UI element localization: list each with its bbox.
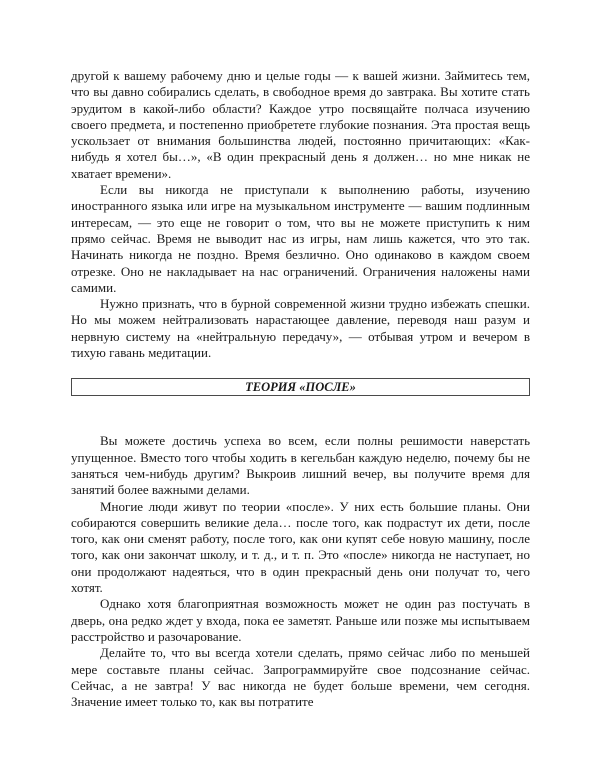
body-paragraph: Вы можете достичь успеха во всем, если полны решимости наверстать упущенное. Вместо того чтобы ходить в кегельбан каждую неделю, почему бы не заняться чем-нибудь другим? Выкроив лишний вечер, вы получите время для занятий более важными делами. bbox=[71, 433, 530, 498]
section-heading: ТЕОРИЯ «ПОСЛЕ» bbox=[71, 378, 530, 396]
body-paragraph: другой к вашему рабочему дню и целые годы — к вашей жизни. Займитесь тем, что вы давно собирались сделать, в свободное время до завтрака. Вы хотите стать эрудитом в какой-либо области? Каждое утро посвящайте полчаса изучению своего предмета, и постепенно приобретете глубокие познания. Эта простая вещь ускользает от внимания большинства людей, постоянно причитающих: «Как-нибудь я хотел бы…», «В один прекрасный день я должен… но мне никак не хватает времени». bbox=[71, 68, 530, 181]
body-paragraph: Если вы никогда не приступали к выполнению работы, изучению иностранного языка или игре на музыкальном инструменте — вашим подлинным интересам, — это еще не говорит о том, что вы не можете приступить к ним прямо сейчас. Время не выводит нас из игры, нам лишь кажется, что это так. Начинать никогда не поздно. Время безлично. Оно одинаково в каждом своем отрезке. Оно не накладывает на нас ограничений. Ограничения наложены нами самими. bbox=[71, 182, 530, 295]
body-paragraph: Многие люди живут по теории «после». У них есть большие планы. Они собираются совершить великие дела… после того, как подрастут их дети, после того, как они сменят работу, после того, как они купят себе новую машину, после того, как они закончат школу, и т. д., и т. п. Это «после» никогда не наступает, но они продолжают надеяться, что в один прекрасный день они получат то, чего хотят. bbox=[71, 498, 530, 596]
body-paragraph: Нужно признать, что в бурной современной жизни трудно избежать спешки. Но мы можем нейтрализовать нарастающее давление, переводя наш разум и нервную систему на «нейтральную передачу», — отбывая утром и вечером в тихую гавань медитации. bbox=[71, 296, 530, 361]
body-paragraph: Делайте то, что вы всегда хотели сделать, прямо сейчас либо по меньшей мере составьте планы сейчас. Запрограммируйте свое подсознание сейчас. Сейчас, а не завтра! У вас никогда не будет больше времени, чем сегодня. Значение имеет только то, как вы потратите bbox=[71, 645, 530, 710]
page-content bbox=[71, 68, 530, 710]
body-paragraph: Однако хотя благоприятная возможность может не один раз постучать в дверь, она редко ждет у входа, пока ее заметят. Раньше или позже мы испытываем расстройство и разочарование. bbox=[71, 596, 530, 644]
